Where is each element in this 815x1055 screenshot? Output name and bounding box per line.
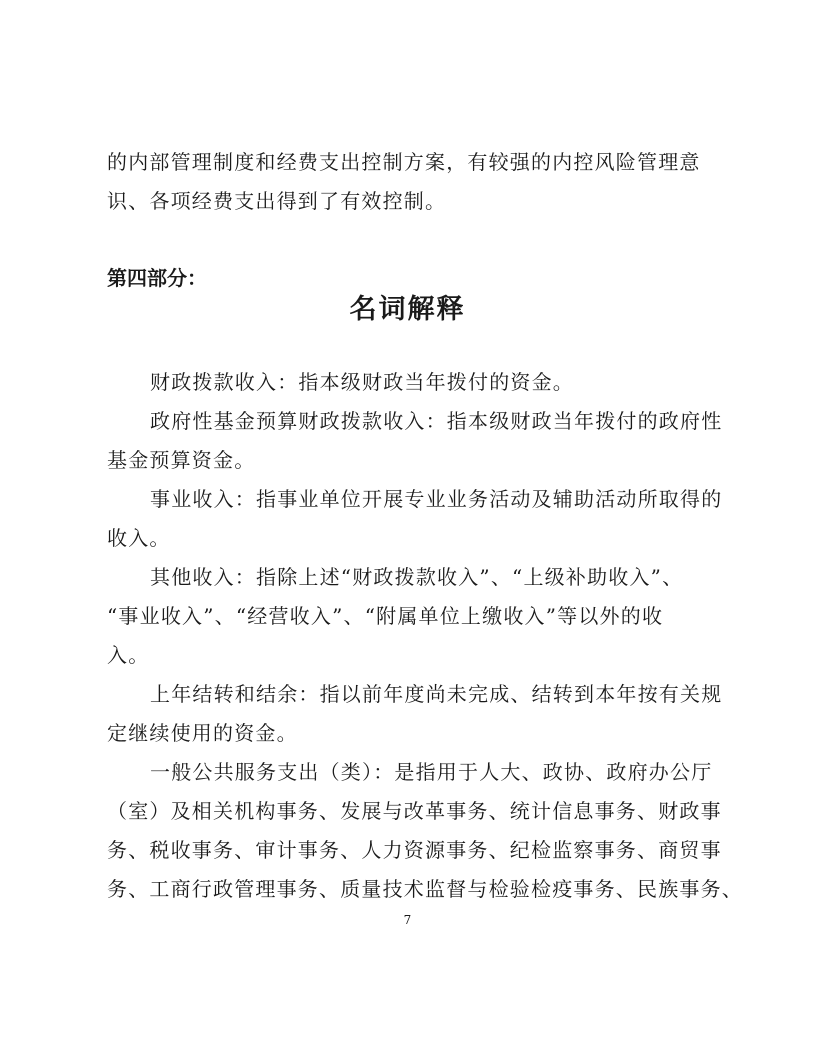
body-line-10: 定继续使用的资金。: [107, 721, 298, 745]
body-line-5: 收入。: [107, 526, 171, 550]
intro-line-2: 识、各项经费支出得到了有效控制。: [107, 189, 447, 213]
body-line-4: 事业收入：指事业单位开展专业业务活动及辅助活动所取得的: [150, 487, 723, 511]
intro-line-1: 的内部管理制度和经费支出控制方案，有较强的内控风险管理意: [107, 150, 701, 174]
page-title: 名词解释: [349, 294, 466, 325]
body-line-14: 务、工商行政管理事务、质量技术监督与检验检疫事务、民族事务、: [107, 877, 743, 901]
body-line-13: 务、税收事务、审计事务、人力资源事务、纪检监察事务、商贸事: [107, 838, 722, 862]
body-line-12: （室）及相关机构事务、发展与改革事务、统计信息事务、财政事: [107, 799, 722, 823]
body-line-2: 政府性基金预算财政拨款收入：指本级财政当年拨付的政府性: [150, 409, 723, 433]
page-number: 7: [403, 913, 412, 927]
body-line-1: 财政拨款收入：指本级财政当年拨付的资金。: [150, 370, 574, 394]
body-line-7: “事业收入”、“经营收入”、“附属单位上缴收入”等以外的收: [107, 604, 664, 628]
body-line-11: 一般公共服务支出（类）：是指用于人大、政协、政府办公厅: [150, 760, 713, 784]
section-label: 第四部分：: [107, 266, 207, 290]
body-line-3: 基金预算资金。: [107, 448, 256, 472]
body-line-8: 入。: [107, 643, 150, 667]
body-line-6: 其他收入：指除上述“财政拨款收入”、“上级补助收入”、: [150, 565, 684, 589]
body-line-9: 上年结转和结余：指以前年度尚未完成、结转到本年按有关规: [150, 682, 723, 706]
